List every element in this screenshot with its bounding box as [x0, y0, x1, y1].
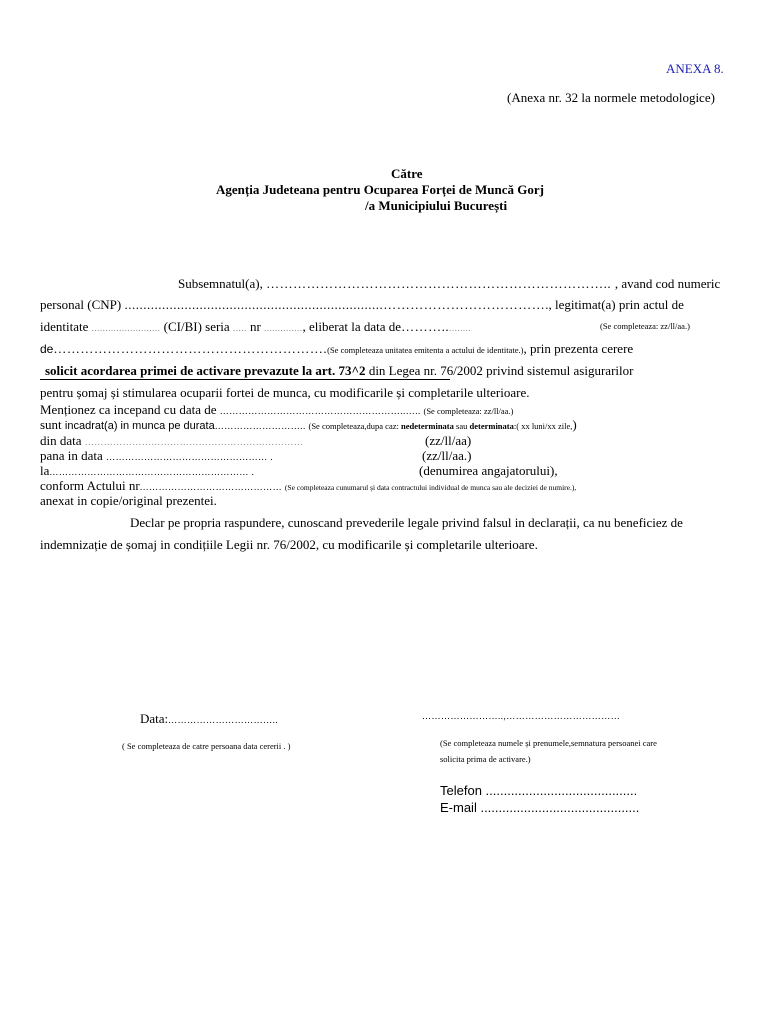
label-la: la	[40, 463, 50, 478]
note-duration: (Se completeaza,dupa caz: nedeterminata sau determinata:( xx luni/xx zile,	[308, 421, 573, 431]
line-cnp	[40, 297, 684, 313]
label-de: de	[40, 342, 54, 356]
note-employer: (denumirea angajatorului),	[419, 463, 558, 478]
label-cnp: personal (CNP)	[40, 297, 125, 312]
field-start-date[interactable]: …………………………………………………..…..	[219, 406, 424, 416]
label-phone: Telefon	[440, 783, 482, 798]
field-act[interactable]: ………………………………………	[139, 482, 285, 492]
field-duration[interactable]: ………………………..	[214, 421, 309, 431]
line-solicit	[40, 363, 633, 379]
label-subsemnatul: Subsemnatul(a),	[178, 276, 267, 291]
label-from-date: din data	[40, 433, 85, 448]
text-request: solicit acordarea primei de activare prevazute la art. 73^2	[45, 363, 366, 378]
line-annexed: anexat in copie/original prezentei.	[40, 493, 217, 508]
note-from-date: (zz/ll/aa)	[425, 433, 472, 448]
line-identitate	[40, 319, 471, 336]
annex-reference: (Anexa nr. 32 la normele metodologice)	[507, 90, 715, 105]
label-nr: nr	[246, 319, 265, 334]
label-start-date: Menționez ca incepand cu data de	[40, 402, 220, 417]
annex-title: ANEXA 8.	[666, 61, 724, 76]
addressee-agency: Agenția Judeteana pentru Ocuparea Forței de Muncă Gorj	[216, 182, 544, 197]
underline-request	[40, 379, 450, 380]
note-start-date: (Se completeaza: zz/ll/aa.)	[423, 406, 514, 416]
text-law: din Legea nr. 76/2002 privind sistemul asigurarilor	[365, 363, 634, 378]
addressee-municipality: /a Municipiului București	[365, 198, 508, 213]
label-identitate: identitate	[40, 319, 92, 334]
field-until-date[interactable]: …………………………………………… .	[106, 452, 274, 462]
declaration-line-2: indemnizație de șomaj in condițiile Legii nr. 76/2002, cu modificarile și completarile ulterioare.	[40, 537, 538, 552]
field-employer[interactable]: ……………………………………………………… .	[49, 467, 255, 477]
field-from-date[interactable]: ……………………………………………………………	[84, 437, 304, 447]
field-phone[interactable]: ..........................................	[481, 783, 638, 798]
note-issuer: (Se completeaza unitatea emitenta a actului de identitate.)	[327, 345, 524, 355]
field-email[interactable]: ............................................	[476, 800, 640, 815]
line-phone	[440, 783, 637, 798]
field-date[interactable]: ……………………………..	[168, 715, 279, 725]
label-prezenta-cerere: , prin prezenta cerere	[523, 341, 634, 356]
label-seria: (CI/BI) seria	[160, 319, 233, 334]
field-name[interactable]: …………………………………………………………………..	[266, 276, 615, 291]
label-act: conform Actului nr	[40, 478, 140, 493]
note-until-date: (zz/ll/aa.)	[422, 448, 472, 463]
line-duration	[40, 417, 577, 434]
note-signature-1: (Se completeaza numele și prenumele,semnatura persoanei care	[440, 738, 657, 748]
label-sunt: sunt	[40, 417, 65, 432]
addressee-to: Către	[391, 166, 423, 181]
field-id-number[interactable]: ..............	[264, 323, 303, 333]
label-date: Data:	[140, 711, 169, 726]
field-series[interactable]: .....	[232, 323, 247, 333]
field-document-type[interactable]: .........................	[91, 323, 161, 333]
label-duration: incadrat(a) in munca pe durata	[64, 420, 215, 432]
label-issue-date: , eliberat la data de	[302, 319, 402, 334]
note-issue-date-format: (Se completeaza: zz/ll/aa.)	[600, 321, 690, 331]
label-cnp-intro: , avand cod numeric	[614, 276, 721, 291]
line-issuer	[40, 341, 633, 358]
line-law-continued: pentru șomaj și stimularea ocuparii fortei de munca, cu modificarile și completarile ulterioare.	[40, 385, 530, 400]
label-until-date: pana in data	[40, 448, 107, 463]
label-legitimat: ., legitimat(a) prin actul de	[545, 297, 684, 312]
field-issue-date-extra[interactable]: ........	[449, 323, 472, 333]
declaration-line-1: Declar pe propria raspundere, cunoscand prevederile legale privind falsul in declarații, ca nu beneficiez de	[130, 515, 683, 530]
line-email	[440, 800, 639, 815]
note-signature-2: solicita prima de activare.)	[440, 754, 531, 764]
note-date: ( Se completeaza de catre persoana data cererii . )	[122, 741, 291, 751]
field-signature[interactable]: ……………………..,………………………………	[422, 711, 621, 721]
line-subsemnatul	[178, 276, 720, 292]
line-date	[140, 711, 278, 728]
label-email: E-mail	[440, 800, 477, 815]
field-issue-date[interactable]: ………..	[401, 319, 450, 334]
field-issuer[interactable]: …………………………………………………….	[53, 341, 328, 356]
paren-duration: )	[572, 417, 577, 432]
field-cnp[interactable]: .....................................................................………………………………	[124, 297, 546, 312]
note-act: (Se completeaza cunumarul și data contractului individual de munca sau ale deciziei de numire.),	[284, 483, 577, 492]
